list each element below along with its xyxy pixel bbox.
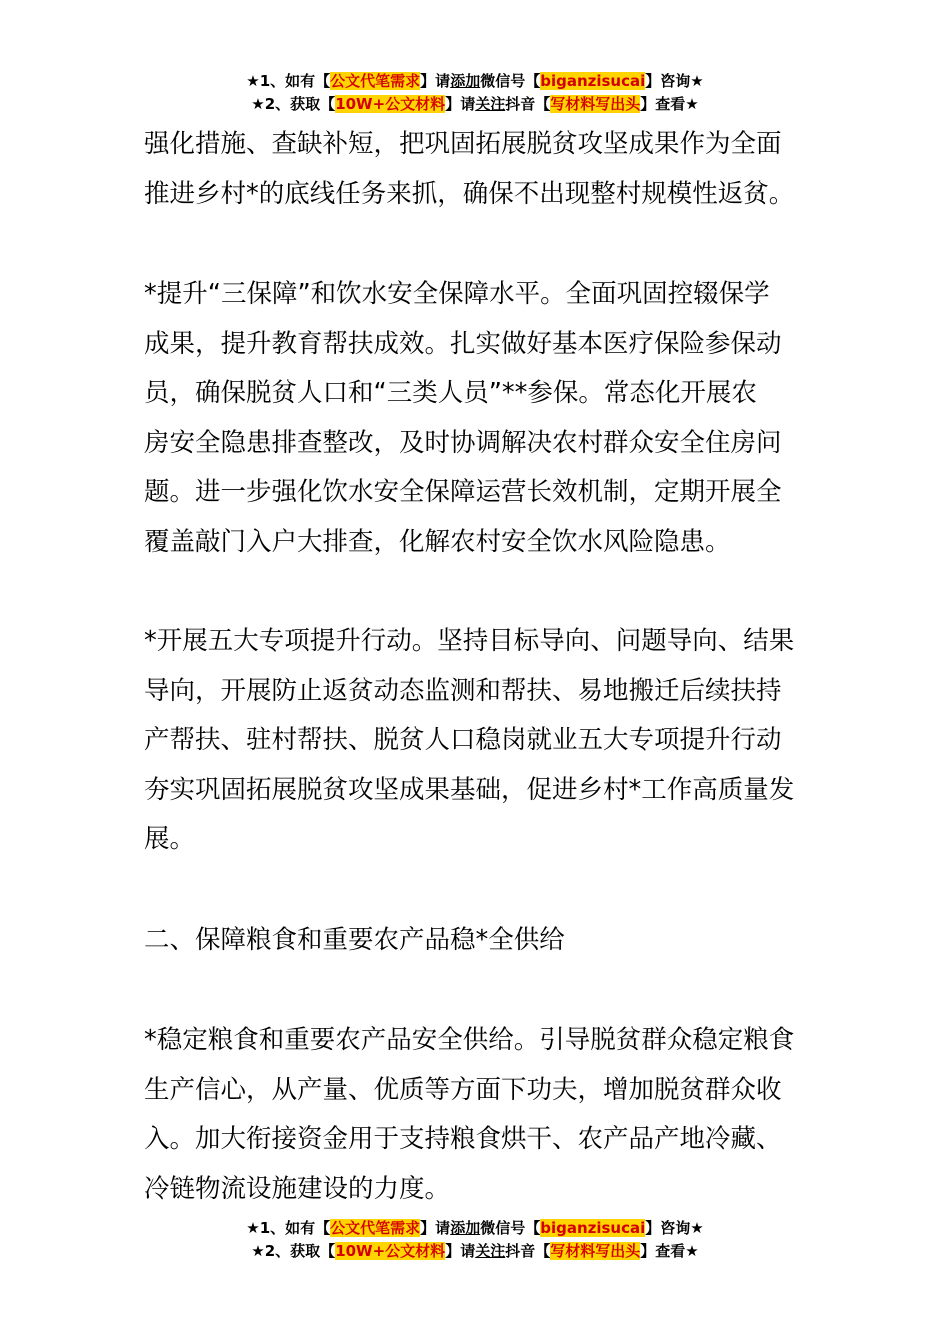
text-line: 员，确保脱贫人口和“三类人员”**参保。常态化开展农 — [144, 378, 757, 408]
paragraph-4 — [144, 1016, 808, 1214]
text-line: 产帮扶、驻村帮扶、脱贫人口稳岗就业五大专项提升行动 — [144, 725, 782, 755]
text-line: 推进乡村*的底线任务来抓，确保不出现整村规模性返贫。 — [144, 178, 795, 209]
text-line: 房安全隐患排查整改，及时协调解决农村群众安全住房问 — [144, 427, 782, 458]
paragraph-3 — [144, 617, 808, 865]
text-line: 生产信心，从产量、优质等方面下功夫，增加脱贫群众收 — [144, 1074, 782, 1105]
text-line: 成果，提升教育帮扶成效。扎实做好基本医疗保险参保动 — [144, 328, 782, 359]
promo-underline: 关注 — [475, 1242, 506, 1260]
promo-highlight: 10W+公文材料 — [335, 95, 446, 113]
text-line: 展。 — [144, 824, 196, 854]
wechat-id-highlight: biganzisucai — [540, 1219, 646, 1237]
promo-text: 】查看★ — [640, 1242, 699, 1260]
promo-text: 抖音【 — [505, 1242, 551, 1260]
promo-text: 微信号【 — [480, 1219, 541, 1237]
douyin-account-highlight: 写材料写出头 — [550, 1242, 641, 1260]
text-line: *开展五大专项提升行动。坚持目标导向、问题导向、结果 — [144, 626, 795, 656]
promo-line-1 — [0, 1217, 950, 1240]
bottom-promo-banner — [0, 1217, 950, 1263]
promo-text: 】查看★ — [640, 95, 699, 113]
promo-line-2 — [0, 1240, 950, 1263]
text-line: 冷链物流设施建设的力度。 — [144, 1173, 451, 1204]
promo-text: ★2、获取【 — [251, 1242, 336, 1260]
text-line: 夯实巩固拓展脱贫攻坚成果基础，促进乡村*工作高质量发 — [144, 774, 795, 805]
promo-text: 】咨询★ — [645, 72, 704, 90]
text-line: 入。加大衔接资金用于支持粮食烘干、农产品产地冷藏、 — [144, 1124, 782, 1154]
section-heading-2 — [144, 916, 808, 966]
promo-text: 微信号【 — [480, 72, 541, 90]
promo-underline: 添加 — [450, 72, 481, 90]
promo-text: ★1、如有【 — [246, 72, 331, 90]
text-line: 题。进一步强化饮水安全保障运营长效机制，定期开展全 — [144, 477, 782, 507]
promo-text: 】请 — [445, 95, 476, 113]
douyin-account-highlight: 写材料写出头 — [550, 95, 641, 113]
paragraph-1 — [144, 120, 808, 219]
top-promo-banner — [0, 70, 950, 116]
heading-text: 二、保障粮食和重要农产品稳*全供给 — [144, 925, 565, 955]
promo-text: 】请 — [420, 1219, 451, 1237]
promo-line-1 — [0, 70, 950, 93]
promo-line-2 — [0, 93, 950, 116]
promo-text: 】咨询★ — [645, 1219, 704, 1237]
promo-highlight: 公文代笔需求 — [330, 72, 421, 90]
promo-underline: 关注 — [475, 95, 506, 113]
promo-text: 】请 — [420, 72, 451, 90]
text-line: 强化措施、查缺补短，把巩固拓展脱贫攻坚成果作为全面 — [144, 129, 782, 159]
paragraph-2 — [144, 270, 808, 567]
text-line: 覆盖敲门入户大排查，化解农村安全饮水风险隐患。 — [144, 526, 731, 557]
promo-text: 抖音【 — [505, 95, 551, 113]
text-line: *提升“三保障”和饮水安全保障水平。全面巩固控辍保学 — [144, 279, 770, 309]
text-line: *稳定粮食和重要农产品安全供给。引导脱贫群众稳定粮食 — [144, 1025, 795, 1055]
wechat-id-highlight: biganzisucai — [540, 72, 646, 90]
promo-underline: 添加 — [450, 1219, 481, 1237]
promo-highlight: 公文代笔需求 — [330, 1219, 421, 1237]
promo-text: ★1、如有【 — [246, 1219, 331, 1237]
promo-highlight: 10W+公文材料 — [335, 1242, 446, 1260]
text-line: 导向，开展防止返贫动态监测和帮扶、易地搬迁后续扶持 — [144, 675, 782, 706]
promo-text: ★2、获取【 — [251, 95, 336, 113]
promo-text: 】请 — [445, 1242, 476, 1260]
